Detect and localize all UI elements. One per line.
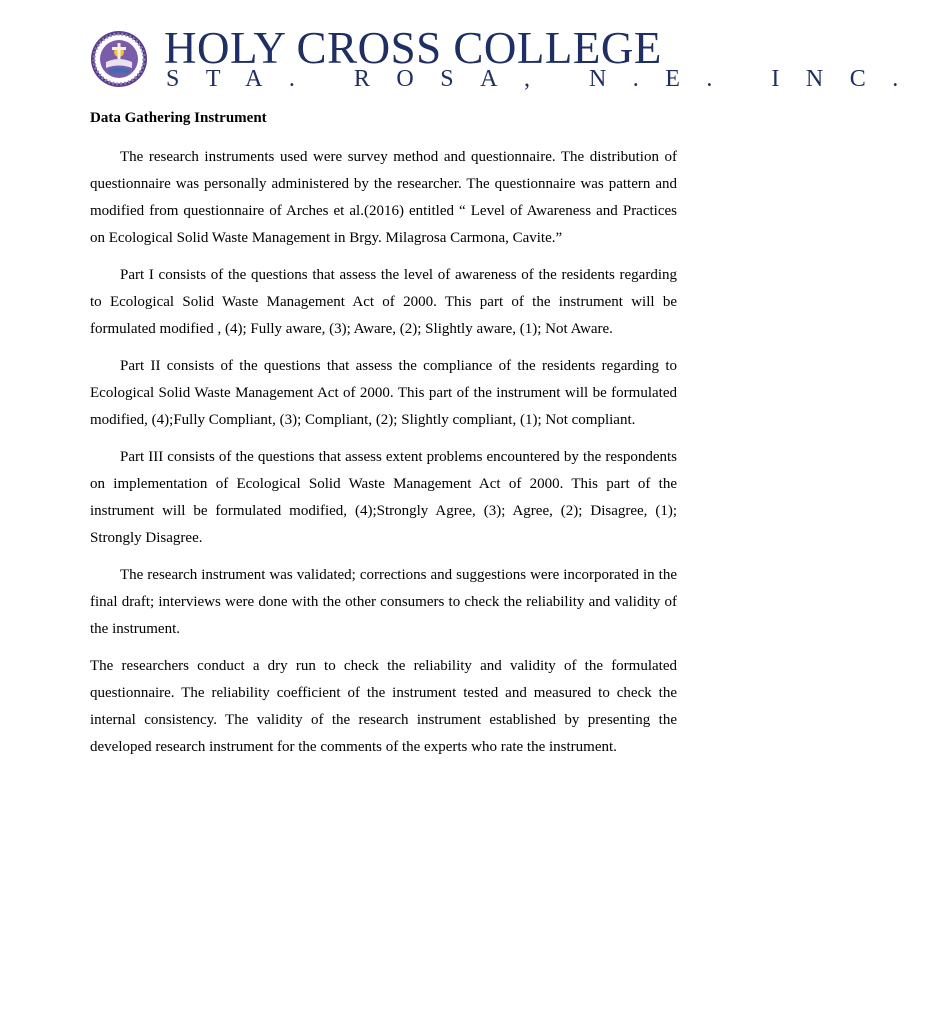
- paragraph-instruments: The research instruments used were survey method and questionnaire. The distribution of questionnaire was personally administered by the researcher. The questionnaire was pattern and modified from questionnaire of Arches et al.(2016) entitled “ Level of Awareness and Practices on Ecological Solid Waste Management in Brgy. Milagrosa Carmona, Cavite.”: [90, 149, 677, 246]
- letterhead: [90, 23, 925, 92]
- paragraph-dry-run: The researchers conduct a dry run to check the reliability and validity of the formulated questionnaire. The reliability coefficient of the instrument tested and measured to check the internal consistency. The validity of the research instrument established by presenting the developed research instrument for the comments of the experts who rate the instrument.: [90, 658, 677, 755]
- document-body: [90, 108, 677, 771]
- paragraph-validation: The research instrument was validated; corrections and suggestions were incorporated in the final draft; interviews were done with the other consumers to check the reliability and validity of the instrument.: [90, 567, 677, 637]
- paragraph-part-three: Part III consists of the questions that assess extent problems encountered by the respondents on implementation of Ecological Solid Waste Management Act of 2000. This part of the instrument will be formulated modified, (4);Strongly Agree, (3); Agree, (2); Disagree, (1); Strongly Disagree.: [90, 449, 677, 546]
- section-heading: Data Gathering Instrument: [90, 110, 267, 126]
- paragraph-part-two: Part II consists of the questions that assess the compliance of the residents regarding to Ecological Solid Waste Management Act of 2000. This part of the instrument will be formulated modified, (4);Fully Compliant, (3); Compliant, (2); Slightly compliant, (1); Not compliant.: [90, 358, 677, 428]
- paragraph-part-one: Part I consists of the questions that assess the level of awareness of the residents regarding to Ecological Solid Waste Management Act of 2000. This part of the instrument will be formulated modified , (4); Fully aware, (3); Aware, (2); Slightly aware, (1); Not Aware.: [90, 267, 677, 337]
- college-seal-icon: [90, 30, 148, 88]
- college-name: HOLY CROSS COLLEGE: [164, 23, 662, 73]
- college-location: STA. ROSA, N.E. INC.: [166, 66, 925, 92]
